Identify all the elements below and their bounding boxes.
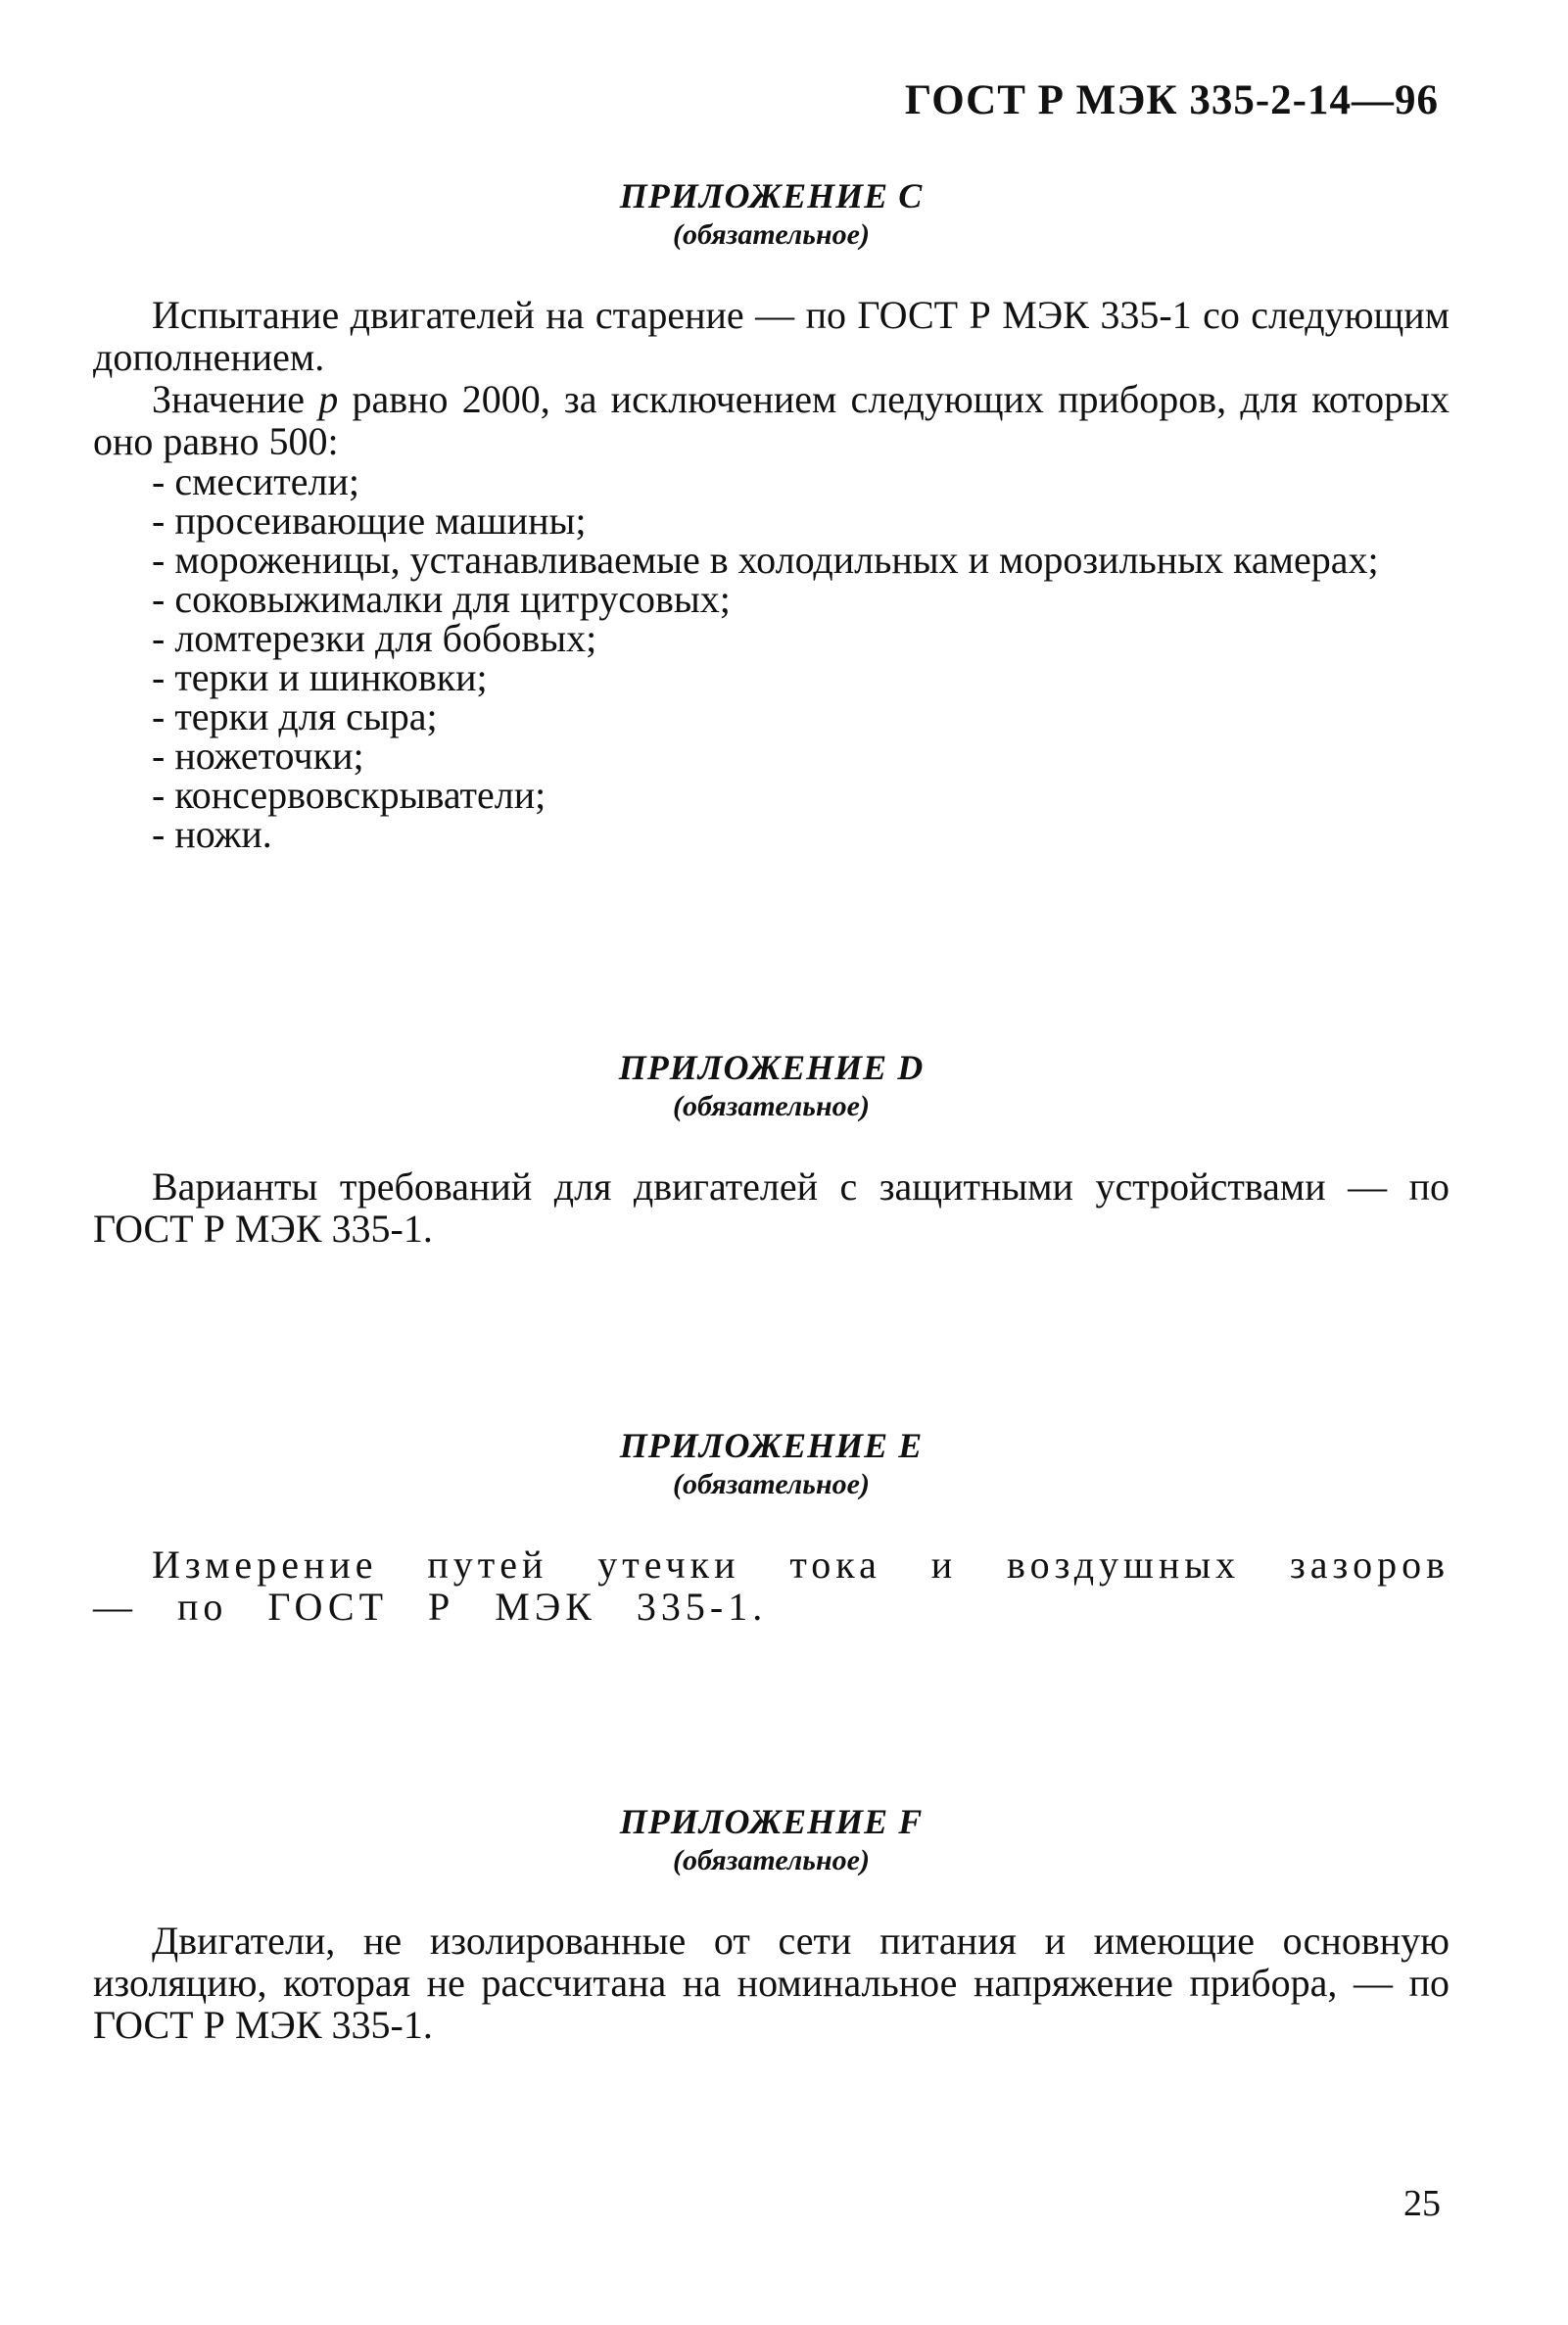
list-item: - ножи. (152, 811, 272, 856)
standard-code-header: ГОСТ Р МЭК 335-2-14—96 (904, 77, 1439, 123)
page-number: 25 (1403, 2183, 1441, 2224)
variable-p: p (318, 376, 339, 421)
list-item: - соковыжималки для цитрусовых; (152, 576, 731, 621)
list-item: - ломтерезки для бобовых; (152, 615, 597, 660)
appendix-e-paragraph: Измерение путей утечки тока и воздушных зазоров — по ГОСТ Р МЭК 335-1. (93, 1542, 1449, 1629)
appendix-e-title: ПРИЛОЖЕНИЕ E (619, 1426, 924, 1465)
appendix-c-title: ПРИЛОЖЕНИЕ C (619, 176, 924, 215)
list-item: - терки для сыра; (152, 693, 438, 738)
appendix-f-paragraph: Двигатели, не изолированные от сети питания и имеющие основную изоляцию, которая не рассчитана на номинальное напряжение прибора, — по ГОСТ Р МЭК 335-1. (93, 1918, 1449, 2047)
list-item: - консервовскрыватели; (152, 772, 546, 817)
para2-text-before: Значение (152, 376, 319, 421)
appendix-f-subtitle: (обязательное) (673, 1844, 870, 1877)
appendix-f (93, 1802, 1449, 2046)
appendix-e-subtitle: (обязательное) (673, 1468, 870, 1501)
appendix-c (93, 176, 1449, 854)
appendix-d-title: ПРИЛОЖЕНИЕ D (618, 1048, 925, 1087)
appendix-f-title: ПРИЛОЖЕНИЕ F (619, 1802, 924, 1841)
appendix-c-paragraph-1: Испытание двигателей на старение — по ГОСТ Р МЭК 335-1 со следующим дополнением. (93, 292, 1449, 379)
appendix-c-subtitle: (обязательное) (673, 218, 870, 252)
list-item: - просеивающие машины; (152, 498, 587, 543)
appendix-c-paragraph-2 (93, 378, 1449, 462)
list-item: - ножеточки; (152, 733, 364, 778)
appendix-d-paragraph: Варианты требований для двигателей с защитными устройствами — по ГОСТ Р МЭК 335-1. (93, 1163, 1449, 1251)
para2-text-after: равно 2000, за исключением следующих приборов, для которых оно равно 500: (93, 376, 1449, 463)
appendix-d (93, 1048, 1449, 1250)
appendix-d-subtitle: (обязательное) (673, 1090, 870, 1123)
list-item: - смесители; (152, 458, 360, 503)
list-item: - терки и шинковки; (152, 654, 488, 699)
appendix-e (93, 1426, 1449, 1628)
list-item: - мороженицы, устанавливаемые в холодильных и морозильных камерах; (152, 537, 1379, 582)
appliance-list (93, 458, 1449, 856)
